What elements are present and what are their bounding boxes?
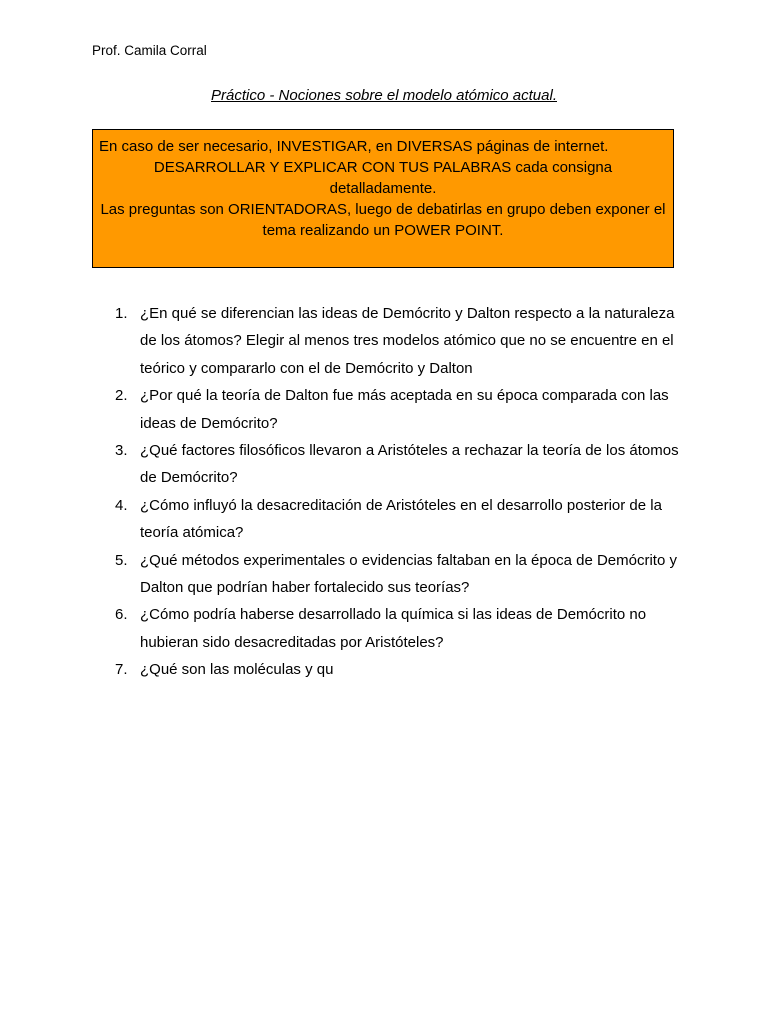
author-name: Prof. Camila Corral (92, 43, 207, 58)
question-item (110, 492, 690, 547)
question-text: ¿Por qué la teoría de Dalton fue más aceptada en su época comparada con las ideas de Demócrito? (140, 387, 669, 432)
question-number: 1. (115, 305, 128, 322)
question-number: 7. (115, 661, 128, 679)
question-number: 4. (115, 496, 128, 514)
question-number: 5. (115, 551, 128, 569)
question-item (110, 656, 690, 683)
question-item (110, 437, 690, 492)
question-item (110, 601, 690, 656)
question-text: ¿Cómo podría haberse desarrollado la química si las ideas de Demócrito no hubieran sido desacreditadas por Aristóteles? (140, 606, 647, 651)
question-item (110, 382, 690, 437)
question-text: ¿Qué factores filosóficos llevaron a Aristóteles a rechazar la teoría de los átomos de Demócrito? (140, 442, 679, 487)
instruction-presentation: Las preguntas son ORIENTADORAS, luego de debatirlas en grupo deben exponer el tema realizando un POWER POINT. (100, 201, 666, 239)
question-text: ¿En qué se diferencian las ideas de Demócrito y Dalton respecto a la naturaleza de los átomos? Elegir al menos tres modelos atómico que no se encuentre en el teórico y compararlo con el de Demócrito y Dalton (140, 305, 675, 377)
instruction-develop: DESARROLLAR Y EXPLICAR CON TUS PALABRAS cada consigna detalladamente. (153, 159, 613, 197)
instructions-box (92, 129, 674, 268)
question-list (110, 300, 690, 684)
document-title: Práctico - Nociones sobre el modelo atómico actual. (211, 87, 557, 104)
question-number: 6. (115, 606, 128, 624)
question-text: ¿Qué son las moléculas y qu (140, 661, 334, 679)
question-number: 2. (115, 387, 128, 405)
question-number: 3. (115, 442, 128, 460)
question-text: ¿Cómo influyó la desacreditación de Aristóteles en el desarrollo posterior de la teoría atómica? (140, 496, 662, 542)
question-item (110, 300, 690, 382)
instruction-research: En caso de ser necesario, INVESTIGAR, en DIVERSAS páginas de internet. (99, 138, 609, 155)
question-item (110, 547, 690, 602)
question-text: ¿Qué métodos experimentales o evidencias faltaban en la época de Demócrito y Dalton que podrían haber fortalecido sus teorías? (140, 551, 677, 597)
